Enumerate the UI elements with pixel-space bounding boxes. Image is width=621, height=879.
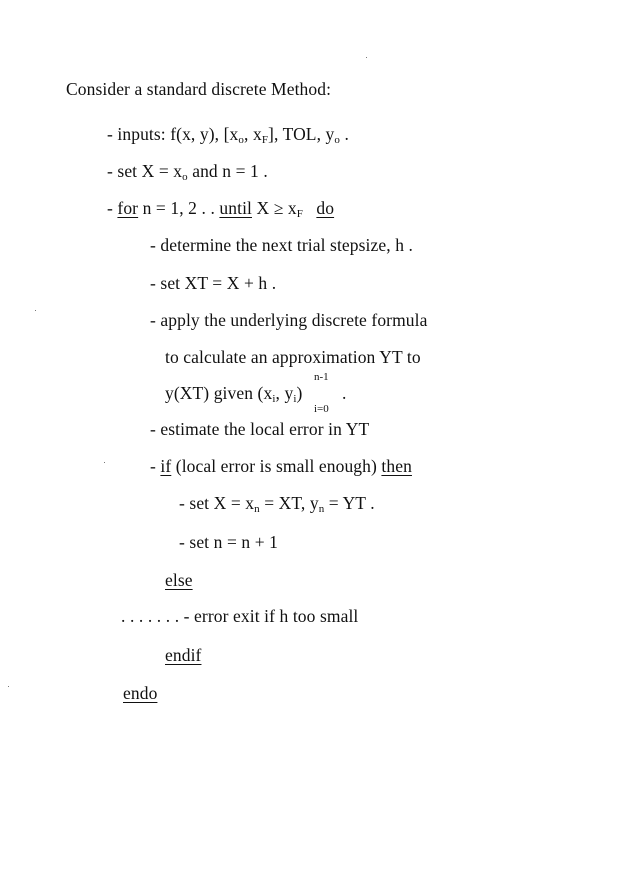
line-set-xt: - set XT = X + h . <box>150 273 277 293</box>
line-if-condition: - if (local error is small enough) then <box>150 456 412 476</box>
line-apply-formula: - apply the underlying discrete formula <box>150 310 428 330</box>
keyword-do: do <box>316 198 335 218</box>
line-error-exit: . . . . . . . - error exit if h too small <box>121 606 359 626</box>
line-calculate-approximation: to calculate an approximation YT to <box>165 347 421 367</box>
line-given-points: y(XT) given ($x_i$, $y_i$) <box>165 383 303 405</box>
line-inputs: - inputs: f(x, y), [$x_o$, $x_F$], TOL, $y_o$ . <box>107 124 349 146</box>
keyword-else: else <box>165 570 193 590</box>
algorithm-heading: Consider a standard discrete Method: <box>66 79 332 99</box>
keyword-for: for <box>117 198 139 218</box>
keyword-until: until <box>219 198 252 218</box>
scan-speck <box>8 686 9 687</box>
keyword-endo: endo <box>123 683 158 703</box>
line-set-initial: - set $X = x_o$ and n = 1 . <box>107 161 268 183</box>
keyword-if: if <box>160 456 172 476</box>
line-set-x-accept: - set $X = x_n$ = XT, $y_n$ = YT . <box>179 493 375 515</box>
keyword-then: then <box>381 456 412 476</box>
range-upper-limit: n-1 <box>314 371 329 383</box>
line-for-loop: - for n = 1, 2 . . until $X \ge x_F$ do <box>107 198 335 220</box>
line-determine-stepsize: - determine the next trial stepsize, h . <box>150 235 414 255</box>
scan-speck <box>104 462 105 463</box>
scan-speck <box>366 57 367 58</box>
line-given-points-period: . <box>342 383 347 403</box>
scan-speck <box>35 310 36 311</box>
keyword-endif: endif <box>165 645 202 665</box>
line-increment-n: - set n = n + 1 <box>179 532 279 552</box>
range-lower-limit: i=0 <box>314 403 329 415</box>
line-estimate-error: - estimate the local error in YT <box>150 419 370 439</box>
